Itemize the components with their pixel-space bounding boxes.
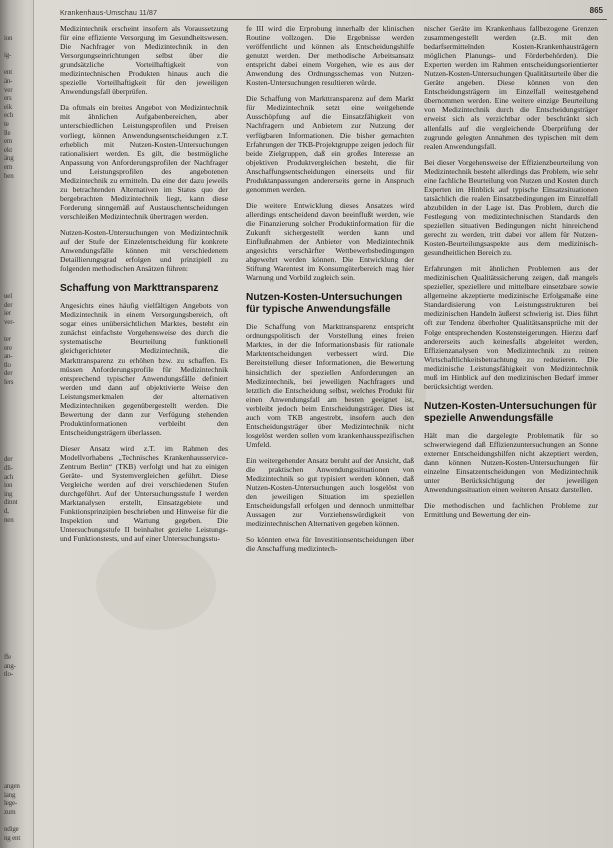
margin-text-fragment: äng: [4, 154, 14, 163]
body-paragraph: Die Schaffung von Markttransparenz auf dem Markt für Medizintechnik setzt eine weitgehende Ausschöpfung auf die Einsatzfähigkeit von Nachfragern und Anbietern zur Nutzung der verfügbaren Informationen. Die bisher gemachten Erfahrungen der TKB-Projektgruppe zeigen jedoch für beide Zielgruppen, daß ein großes Interesse an objektiven Produktvergleichen besteht, die für Anschaffungsentscheidungen einerseits und für Produktanpassungen andererseits gerne in Anspruch genommen werden.: [246, 94, 414, 194]
margin-text-fragment: iang: [4, 790, 16, 799]
margin-text-fragment: ng ent: [4, 833, 21, 842]
margin-text-fragment: ere: [4, 343, 12, 352]
body-paragraph: Erfahrungen mit ähnlichen Problemen aus der medizinischen Qualitätssicherung zeigen, daß mangels spezieller, speziellere und mittelbare einsetzbare sowie allgemeine akzeptierte medizinische Erfolgsmaße eine Standardisierung von Leistungsstrukturen bei medizinischen Handeln äußerst schwierig ist. Dies führt oft zur Tendenz überholter Qualitätsansprüche mit der Folge entsprechenden Kostensteigerungen. Hierzu darf andererseits auch keinesfalls abgeleitet werden, Effizienzanalysen von Medizintechnik zu reinen Wirtschaftlichkeitsbetrachtung zu reduzieren. Die medizinische Leistungsfähigkeit von Medizintechnik muß im Hinblick auf den medizinischen Bedarf immer berücksichtigt werden.: [424, 264, 598, 391]
body-paragraph: Die Schaffung von Markttransparenz entspricht ordnungspolitisch der Vorstellung eines freien Marktes, in der die Informationsbasis für rationale Marktentscheidungen verbessert wird. Die Bereitstellung dieser Informationen, die Bewertung hinsichtlich der speziellen Anforderungen an Medizintechnik, bei jeweiligen Nachfragers und letztlich die Entscheidung selbst, welches Produkt für einen Anwendungsfall am besten geeignet ist, verbleibt jedoch beim Entscheidungsträger. Dies ist auch vom TKB angestrebt, insofern auch den Entscheidungsträger über Medizintechnik nicht losgelöst werden sollen vom krankenhausspezifischen Umfeld.: [246, 322, 414, 449]
body-paragraph: Die methodischen und fachlichen Probleme zur Ermittlung und Bewertung der ein-: [424, 501, 598, 520]
body-paragraph: Bei dieser Vorgehensweise der Effizienzbeurteilung von Medizintechnik besteht allerdings das Problem, wie sehr eine fachliche Beurteilung von Nutzen und Kosten durch Experten im Hinblick auf typische Einsatzsituationen tatsächlich die realen Einsatzbedingungen im Einzelfall abzubilden in der Lage ist. Das Problem, durch die Festlegung von medizintechnischen Standards den speziellen situativen Bedingungen nicht hinreichend gerecht zu werden, tritt dabei vor allem für Nutzen-Kosten-Beurteilungsaspekte aus dem medizinisch-gesundheitlichen Bereich zu.: [424, 157, 598, 258]
body-paragraph: Da oftmals ein breites Angebot von Medizintechnik mit ähnlichen Aufgabenbereichen, aber unterschiedlichen Leistungsprofilen und Preisen vorliegt, können Anwendungsentscheidungen z.T. erheblich mit Nutzen-Kosten-Untersuchungen rationalisiert werden. Es gilt, die bestmögliche Anpassung von Anforderungsprofilen der Nachfrager und Leistungsprofilen des angebotenen Medizintechnik zu ermitteln. Da eine der dazu jeweils zu betrachtenden Alternativen im Status quo der bergebrachten Medizintechnik liegt, kann diese Forderung sinngemäß auf Austauschentscheidungen verschleißen Medizintechnik übertragen werden.: [60, 103, 228, 221]
margin-text-fragment: dli-: [4, 464, 13, 472]
margin-text-fragment: lers: [4, 378, 14, 386]
body-paragraph: fe III wird die Erprobung innerhalb der klinischen Routine vollzogen. Die Ergebnisse werden veröffentlicht und können als Entscheidungshilfe genutzt werden. Der methodische Arbeitsansatz entspricht dabei einem Vorgehen, wie es aus der Anwendung des Ordnungsschemas von Nutzen-Kosten-Untersuchungen resultieren würde.: [246, 24, 414, 88]
body-paragraph: Medizintechnik erscheint insofern als Voraussetzung für eine effiziente Versorgung im Gesundheitswesen. Die Nachfrager von Medizintechnik in den Versorgungseinrichtungen selbst über die grundsätzliche Vorteilhaftigkeit von medizintechnischen Produkten hinaus auch die spezielle Vorteilhaftigkeit für den jeweiligen Anwendungsfall überprüfen.: [60, 24, 228, 97]
page-header: [36, 0, 613, 22]
margin-text-fragment: ver-: [4, 317, 15, 326]
margin-text-fragment: lege-: [4, 799, 17, 808]
text-column-3: [424, 24, 598, 526]
paper-stain: [96, 540, 216, 630]
margin-text-fragment: an-: [4, 352, 13, 361]
margin-text-fragment: d,: [4, 507, 9, 515]
margin-text-fragment: ach: [4, 472, 14, 481]
document-page: [36, 0, 613, 848]
page-number: 865: [589, 6, 603, 15]
margin-text-fragment: angen: [4, 782, 20, 791]
section-heading: Schaffung von Markttransparenz: [60, 283, 219, 295]
section-heading: Nutzen-Kosten-Untersuchungen für spezielle Anwendungsfälle: [424, 400, 597, 424]
margin-text-fragment: nen: [4, 515, 14, 524]
margin-text-fragment: ier: [4, 309, 11, 318]
text-column-2: [246, 24, 414, 560]
margin-text-fragment: ffe: [4, 653, 12, 662]
margin-text-fragment: ver: [4, 85, 13, 94]
body-paragraph: Hält man die dargelegte Problematik für so schwerwiegend daß Effizienzuntersuchungen an Sonne externer Entscheidungshilfen nicht akzeptiert werden, dann können Nutzen-Kosten-Untersuchungen für einzelne Einsatzentscheidungen von Medizintechnik unter Berücksichtigung der jeweiligen Anwendungssituation einen weiteren Ansatz darstellen.: [424, 430, 598, 495]
margin-text-fragment: ig-: [4, 51, 12, 60]
body-paragraph: Nutzen-Kosten-Untersuchungen von Medizintechnik auf der Stufe der Einzelentscheidung für konkrete Anwendungsfälle können mit verschiedenem Detaillierungsgrad erfolgen und prinzipiell zu folgenden methodischen Ansätzen führen:: [60, 227, 228, 274]
margin-text-fragment: der: [4, 455, 13, 464]
body-paragraph: Dieser Ansatz wird z.T. im Rahmen des Modellvorhabens „Technisches Krankenhausservice-Zentrum Berlin“ (TKB) verfolgt und hat zu einigen Geräte- und Systemvergleichen geführt. Diese Vergleiche werden auf drei verschiedenen Stufen durchgeführt. Auf der Untersuchungsstufe I werden Marktanalysen erstellt, Einsatzgebiete und Funktionsprinzipien beschrieben und Hinweise für die Inspektion und Wartung gegeben. Die Untersuchungsstufe II beinhaltet gezielte Leistungs- und Funktionstests, und auf einer Untersuchungsstu-: [60, 443, 228, 544]
margin-text-fragment: ion: [4, 481, 13, 490]
margin-text-fragment: ion: [4, 34, 13, 42]
previous-page-edge: [0, 0, 34, 848]
margin-text-fragment: ekt: [4, 145, 12, 154]
margin-text-fragment: ers: [4, 94, 12, 103]
margin-text-fragment: der: [4, 300, 13, 309]
header-rule: [60, 19, 607, 20]
margin-text-fragment: ang-: [4, 661, 16, 670]
margin-text-fragment: eik: [4, 102, 12, 111]
margin-text-fragment: em: [4, 137, 13, 146]
margin-text-fragment: dinnt: [4, 498, 18, 507]
margin-text-fragment: ben: [4, 171, 14, 180]
margin-text-fragment: ern: [4, 163, 13, 171]
body-paragraph: Angesichts eines häufig vielfältigen Angebots von Medizintechnik in einem Versorgungsbereich, oft sogar eines unübersichtlichen Marktes, besteht ein zunächst einfachste Vorgehensweise des durch die systematische Beurteilung funktionell gleichgerichteter Medizintechnik, die Markttransparenz zu erhöhen bzw. zu schaffen. Es müssen Anforderungsprofile für Medizintechnik entsprechend typischer Anwendungsfälle definiert werden und dann auf objektivierte Weise den Leistungsmerkmalen der alternativen Medizintechniken gegenübergestellt werden. Die Bewertung der dann zur Verfügung stehenden Produktinformationen verbleibt den Entscheidungsträgern überlassen.: [60, 301, 228, 437]
body-paragraph: nischer Geräte im Krankenhaus fallbezogene Grenzen zusammengestellt werden (z.B. mit den bedarfsermittelnden Kosten-Krankenhausträgern möglichen Planungs- und Förderbehörden). Die Experten werden im Rahmen entscheidungsorientierter Nutzen-Kosten-Untersuchungen Qualitätsurteile über die Geräte angeben. Diese können von den Entscheidungsträgern im Einzelfall weitestgehend übernommen werden. Eine weitere einzige Beurteilung von Medizintechnik durch die Entscheidungsträger erweist sich als verzichtbar oder beschränkt sich allenfalls auf die vergleichende Überprüfung der zugrunde gelegten Annahmen des typischen mit dem realen Anwendungsfall.: [424, 24, 598, 151]
margin-text-fragment: ter: [4, 335, 11, 343]
margin-text-fragment: lle: [4, 128, 11, 137]
body-paragraph: Die weitere Entwicklung dieses Ansatzes wird allerdings entscheidend davon beeinflußt werden, wie die Finanzierung solcher Produktinformation für die Zukunft sichergestellt werden kann und Einflußnahmen der Anbieter von Medizintechnik angesichts verschärfter Wettbewerbsbedingungen abgewehrt werden können. Die Entwicklung der Stiftung Warentest im Konsumgüterbereich mag hier Warnung und Vorbild zugleich sein.: [246, 200, 414, 283]
margin-text-fragment: tlo: [4, 360, 11, 369]
margin-text-fragment: än-: [4, 77, 13, 85]
section-heading: Nutzen-Kosten-Untersuchungen für typische Anwendungsfälle: [246, 292, 403, 316]
running-title: Krankenhaus-Umschau 11/87: [60, 8, 158, 17]
body-paragraph: So könnten etwa für Investitionsentscheidungen über die Anschaffung medizintech-: [246, 535, 414, 554]
margin-text-fragment: te: [4, 120, 9, 128]
margin-text-fragment: der: [4, 369, 13, 378]
margin-text-fragment: uel: [4, 292, 12, 300]
margin-text-fragment: ent: [4, 68, 12, 77]
margin-text-fragment: tlo-: [4, 670, 13, 679]
margin-text-fragment: ndige: [4, 825, 19, 834]
margin-text-fragment: ech: [4, 111, 14, 120]
text-column-1: [60, 24, 228, 550]
margin-text-fragment: ing: [4, 489, 13, 498]
margin-text-fragment: zum: [4, 808, 16, 816]
body-paragraph: Ein weitergehender Ansatz beruht auf der Ansicht, daß die praktischen Anwendungssituationen von Medizintechnik so gut typisiert werden können, daß Nutzen-Kosten-Untersuchungen auch losgelöst von den jeweiligen Situation im speziellen Entscheidungsfall erfolgen und dennoch unmittelbar Aussagen zur Vorziehenswürdigkeit von medizintechnischen Alternativen gegeben können.: [246, 455, 414, 529]
